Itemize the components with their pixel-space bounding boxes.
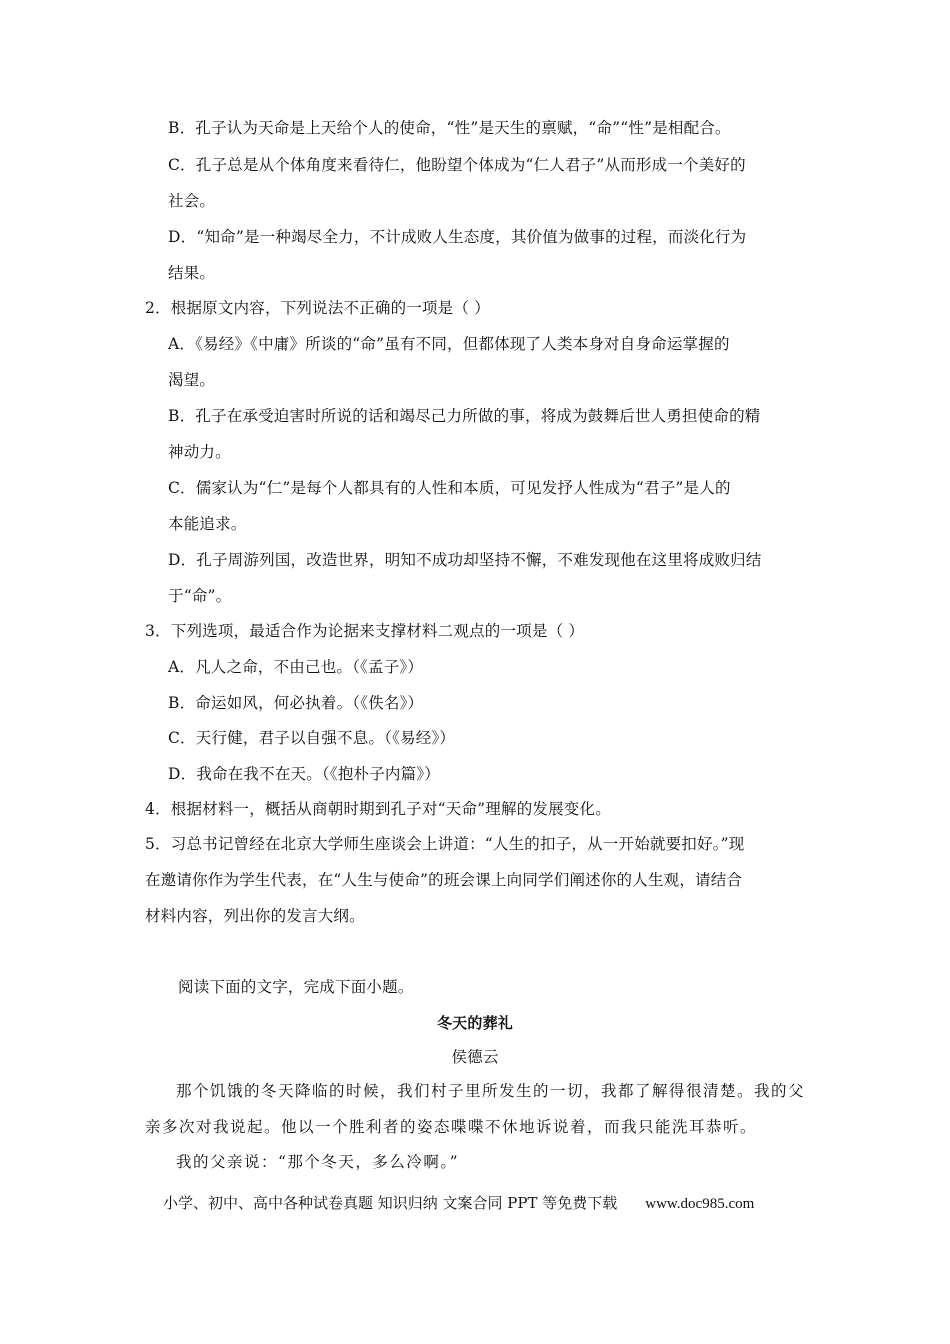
q1-option-b: B．孔子认为天命是上天给个人的使命，“性”是天生的禀赋，“命”“性”是相配合。	[168, 119, 731, 137]
q3-stem: 3．下列选项，最适合作为论据来支撑材料二观点的一项是（ ）	[145, 622, 585, 640]
q3-option-d: D．我命在我不在天。（《抱朴子内篇》）	[168, 765, 440, 783]
footer	[163, 1192, 754, 1213]
q3-option-b: B．命运如风，何必执着。（《佚名》）	[168, 694, 424, 712]
q2-stem: 2．根据原文内容，下列说法不正确的一项是（ ）	[145, 299, 490, 317]
q2-option-d-line2: 于“命”。	[168, 587, 232, 605]
paragraph-1-line1: 那个饥饿的冬天降临的时候，我们村子里所发生的一切，我都了解得很清楚。我的父	[176, 1082, 806, 1100]
article-author: 侯德云	[451, 1048, 499, 1066]
q2-option-c-line1: C．儒家认为“仁”是每个人都具有的人性和本质，可见发抒人性成为“君子”是人的	[168, 479, 731, 497]
q5-line3: 材料内容，列出你的发言大纲。	[145, 907, 365, 925]
q5-line2: 在邀请你作为学生代表，在“人生与使命”的班会课上向同学们阐述你的人生观，请结合	[145, 871, 743, 889]
q2-option-c-line2: 本能追求。	[168, 515, 247, 533]
q1-option-c-line2: 社会。	[168, 192, 216, 210]
q2-option-b-line1: B．孔子在承受迫害时所说的话和竭尽己力所做的事，将成为鼓舞后世人勇担使命的精	[168, 407, 761, 425]
q4-stem: 4．根据材料一，概括从商朝时期到孔子对“天命”理解的发展变化。	[145, 800, 611, 818]
q2-option-b-line2: 神动力。	[168, 443, 231, 461]
q1-option-d-line1: D．“知命”是一种竭尽全力，不计成败人生态度，其价值为做事的过程，而淡化行为	[168, 228, 747, 246]
q2-option-d-line1: D．孔子周游列国，改造世界，明知不成功却坚持不懈，不难发现他在这里将成败归结	[168, 551, 762, 569]
footer-text: 小学、初中、高中各种试卷真题 知识归纳 文案合同 PPT 等免费下载	[163, 1194, 618, 1212]
q3-option-a: A．凡人之命，不由己也。（《孟子》）	[168, 658, 424, 676]
q1-option-d-line2: 结果。	[168, 264, 216, 282]
q2-option-a-line2: 渴望。	[168, 371, 216, 389]
footer-url[interactable]: www.doc985.com	[645, 1196, 755, 1212]
q2-option-a-line1: A．《易经》《中庸》所谈的“命”虽有不同，但都体现了人类本身对自身命运掌握的	[168, 335, 730, 353]
q3-option-c: C．天行健，君子以自强不息。（《易经》）	[168, 729, 456, 747]
q1-option-c-line1: C．孔子总是从个体角度来看待仁，他盼望个体成为“仁人君子”从而形成一个美好的	[168, 156, 746, 174]
paragraph-1-line2: 亲多次对我说起。他以一个胜利者的姿态喋喋不休地诉说着，而我只能洗耳恭听。	[145, 1118, 758, 1136]
article-title: 冬天的葬礼	[436, 1014, 513, 1032]
reading-instruction: 阅读下面的文字，完成下面小题。	[178, 978, 414, 996]
paragraph-2: 我的父亲说：“那个冬天，多么冷啊。”	[176, 1153, 460, 1171]
q5-line1: 5．习总书记曾经在北京大学师生座谈会上讲道：“人生的扣子，从一开始就要扣好。”现	[145, 835, 745, 853]
